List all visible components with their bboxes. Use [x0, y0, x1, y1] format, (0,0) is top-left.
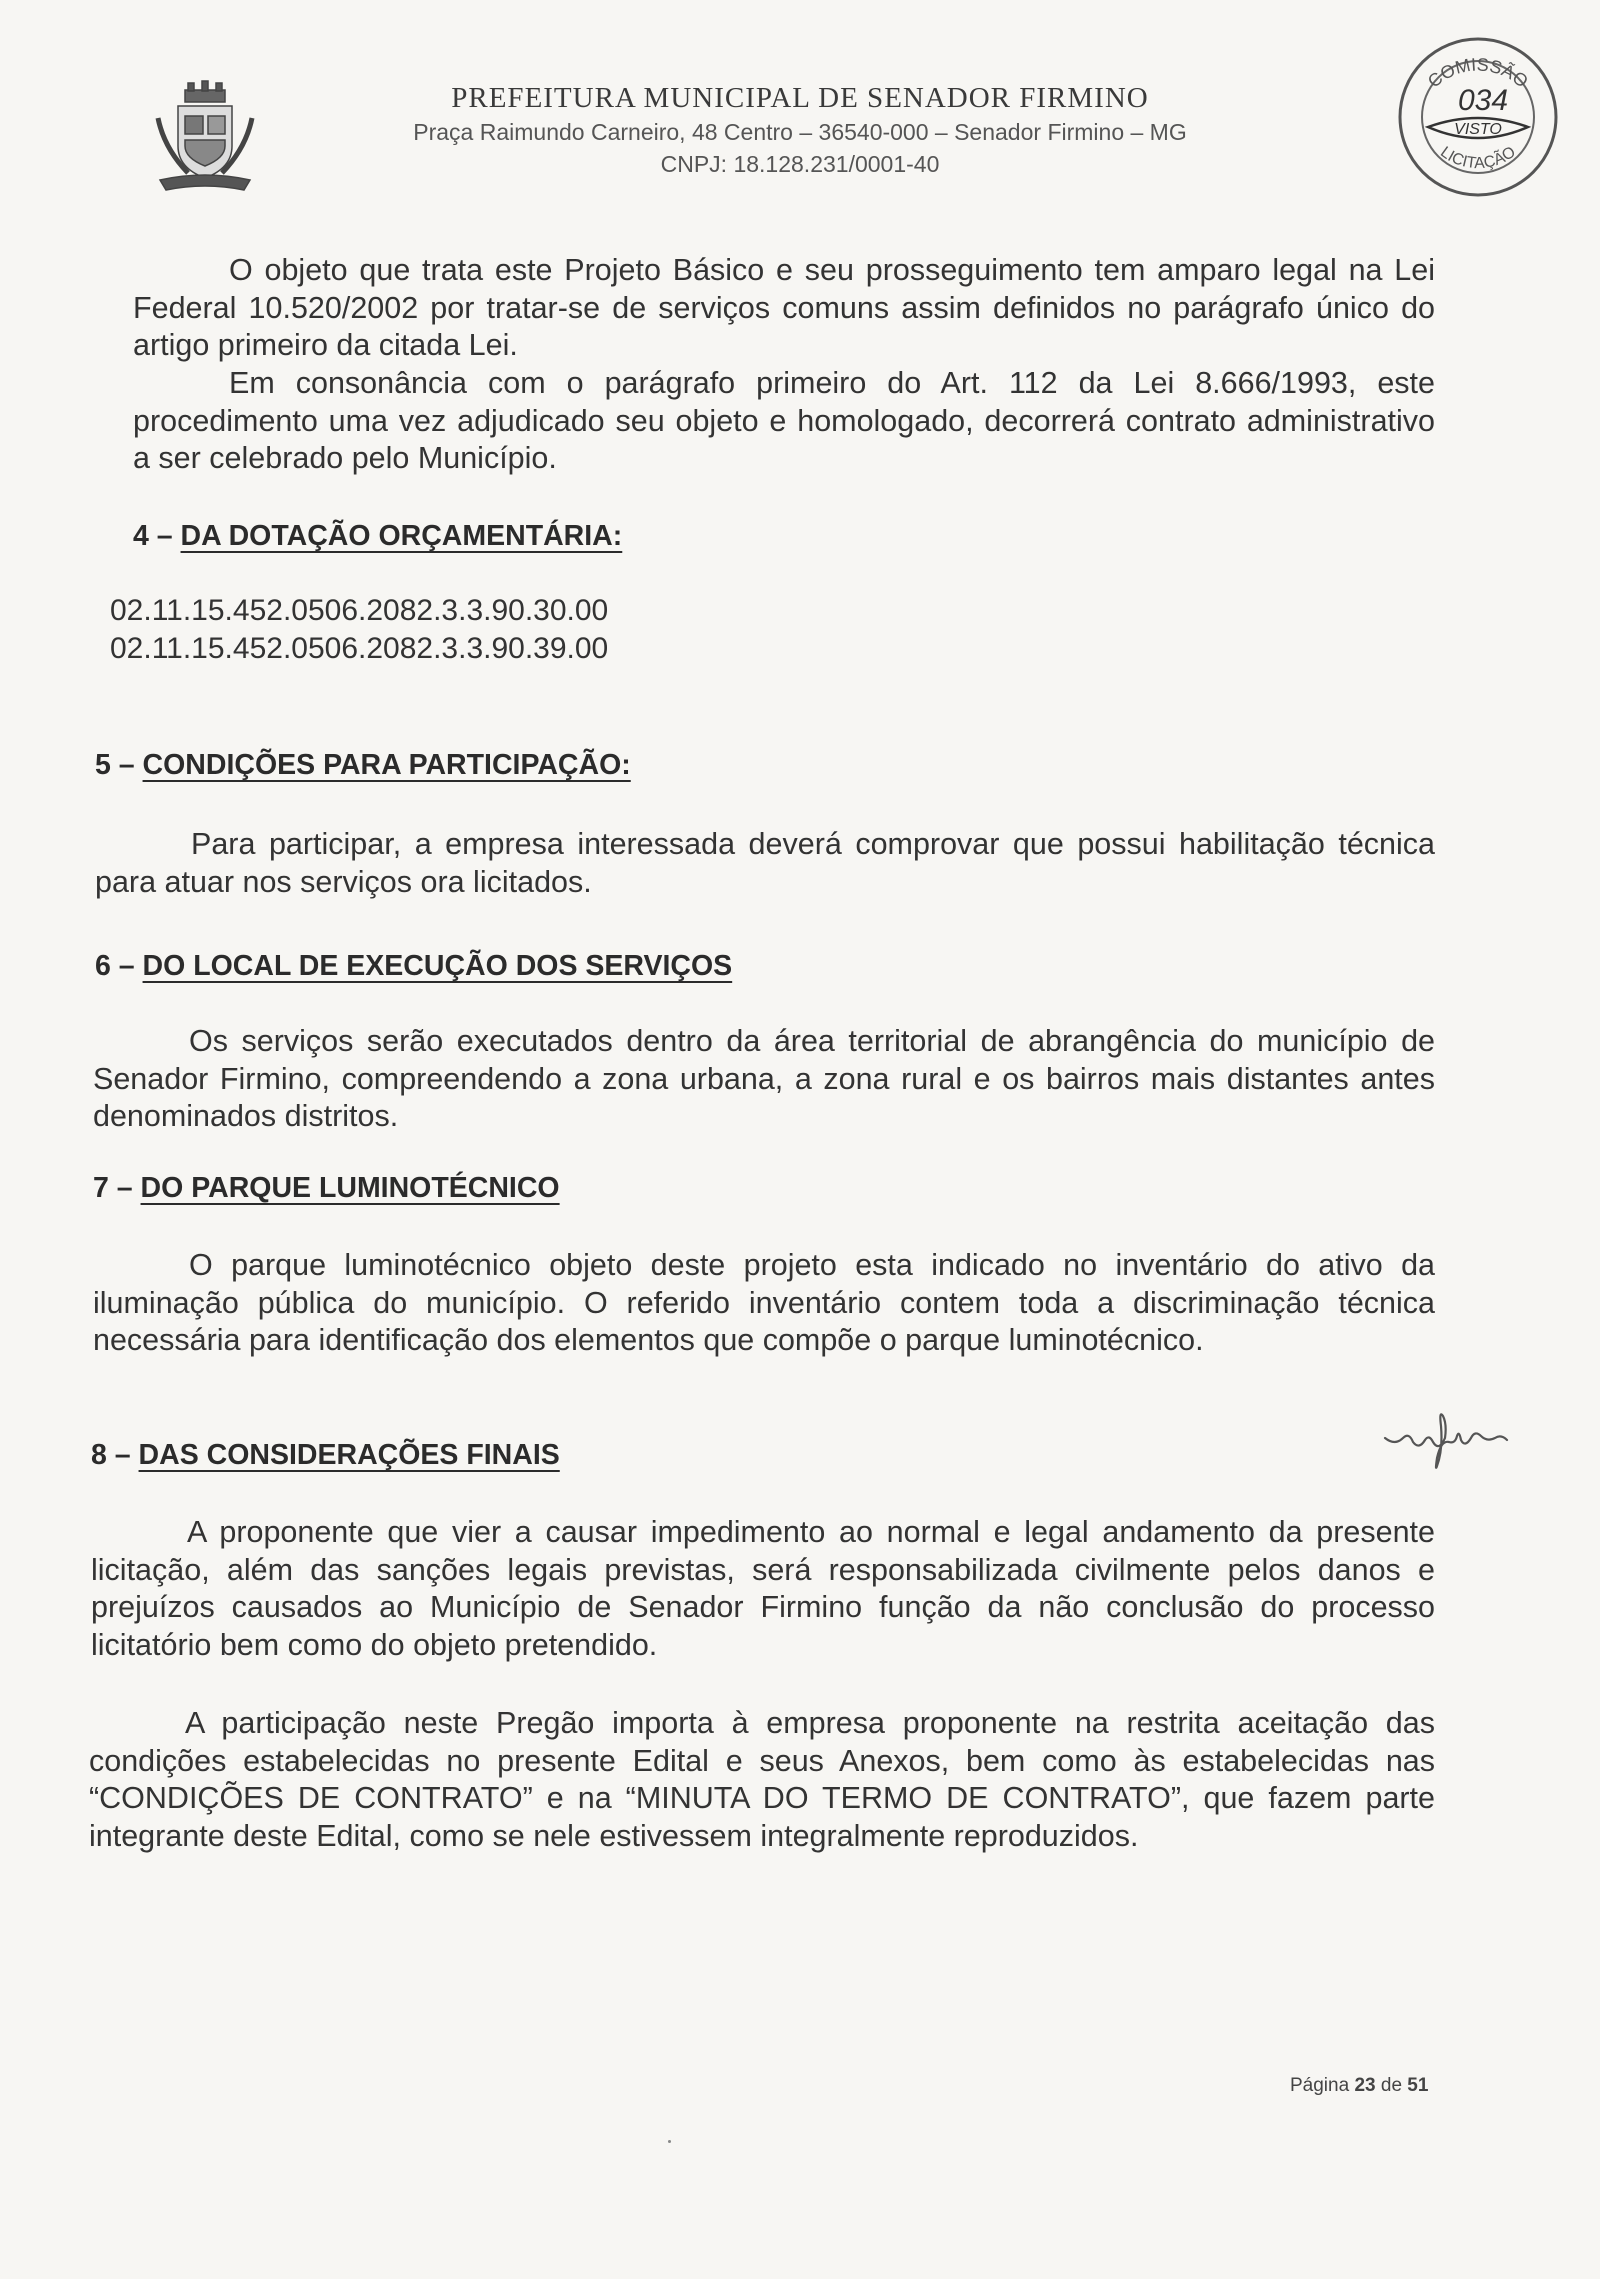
section-5-text: Para participar, a empresa interessada deverá comprovar que possui habilitação técnica para atuar nos serviços ora licitados.: [95, 827, 1435, 899]
section-6-heading: [95, 948, 732, 984]
section-7-title: DO PARQUE LUMINOTÉCNICO: [140, 1172, 560, 1204]
coat-of-arms-icon: [150, 78, 260, 198]
paragraph-legal-basis-text: O objeto que trata este Projeto Básico e seu prosseguimento tem amparo legal na Lei Federal 10.520/2002 por tratar-se de serviços comuns assim definidos no parágrafo único do artigo primeiro da citada Lei.: [133, 253, 1435, 362]
section-7-heading: [93, 1170, 560, 1206]
section-6-text: Os serviços serão executados dentro da área territorial de abrangência do município de Senador Firmino, compreendendo a zona urbana, a zona rural e os bairros mais distantes antes denominados distritos.: [93, 1024, 1435, 1133]
page-prefix: Página: [1290, 2075, 1350, 2096]
section-5-paragraph: [95, 826, 1435, 901]
stamp-bottom-text: LICITAÇÃO: [1437, 143, 1519, 173]
section-5-heading: [95, 747, 631, 783]
section-6-title: DO LOCAL DE EXECUÇÃO DOS SERVIÇOS: [142, 950, 733, 982]
letterhead-address: Praça Raimundo Carneiro, 48 Centro – 36540-000 – Senador Firmino – MG: [413, 119, 1187, 145]
budget-code-1: 02.11.15.452.0506.2082.3.3.90.30.00: [110, 594, 609, 627]
budget-code-2: 02.11.15.452.0506.2082.3.3.90.39.00: [110, 632, 609, 665]
svg-text:LICITAÇÃO: [1437, 144, 1519, 173]
section-8-number: 8 –: [91, 1439, 131, 1471]
scan-speck: [668, 2140, 671, 2143]
commission-stamp-icon: [1378, 22, 1578, 202]
letterhead-title: PREFEITURA MUNICIPAL DE SENADOR FIRMINO: [451, 82, 1149, 114]
section-4-title: DA DOTAÇÃO ORÇAMENTÁRIA:: [180, 520, 623, 552]
section-8-title: DAS CONSIDERAÇÕES FINAIS: [138, 1439, 560, 1471]
section-8-heading: [91, 1437, 560, 1473]
paragraph-article-112: [133, 365, 1435, 478]
section-7-paragraph: [93, 1247, 1435, 1360]
section-4-heading: [133, 518, 622, 554]
page-number: [1290, 2075, 1428, 2097]
stamp-mark: VISTO: [1454, 121, 1502, 138]
section-8-paragraph-2: [89, 1705, 1435, 1855]
section-7-text: O parque luminotécnico objeto deste projeto esta indicado no inventário do ativo da iluminação pública do município. O referido inventário contem toda a discriminação técnica necessária para identificação dos elementos que compõe o parque luminotécnico.: [93, 1248, 1435, 1357]
letterhead-cnpj: CNPJ: 18.128.231/0001-40: [660, 151, 940, 177]
paragraph-article-112-text: Em consonância com o parágrafo primeiro do Art. 112 da Lei 8.666/1993, este procedimento uma vez adjudicado seu objeto e homologado, decorrerá contrato administrativo a ser celebrado pelo Município.: [133, 366, 1435, 475]
signature-icon: [1380, 1400, 1560, 1480]
section-8-text-2: A participação neste Pregão importa à empresa proponente na restrita aceitação das condições estabelecidas no presente Edital e seus Anexos, bem como às estabelecidas nas “CONDIÇÕES DE CONTRATO” e na “MINUTA DO TERMO DE CONTRATO”, que fazem parte integrante deste Edital, como se nele estivessem integralmente reproduzidos.: [89, 1706, 1435, 1853]
section-5-number: 5 –: [95, 749, 135, 781]
page-total: 51: [1407, 2075, 1429, 2096]
paragraph-legal-basis: [133, 252, 1435, 365]
section-8-paragraph-1: [91, 1514, 1435, 1664]
section-6-paragraph: [93, 1023, 1435, 1136]
section-6-number: 6 –: [95, 950, 135, 982]
letterhead: [300, 80, 1300, 180]
section-8-text-1: A proponente que vier a causar impedimento ao normal e legal andamento da presente licitação, além das sanções legais previstas, será responsabilizada civilmente pelos danos e prejuízos causados ao Município de Senador Firmino função da não conclusão do processo licitatório bem como do objeto pretendido.: [91, 1515, 1435, 1662]
section-5-title: CONDIÇÕES PARA PARTICIPAÇÃO:: [142, 749, 631, 781]
page-current: 23: [1354, 2075, 1376, 2096]
section-7-number: 7 –: [93, 1172, 133, 1204]
page-sep: de: [1380, 2075, 1403, 2096]
section-4-number: 4 –: [133, 520, 173, 552]
stamp-top-text: COMISSÃO: [1423, 54, 1532, 92]
stamp-number: 034: [1457, 84, 1509, 117]
